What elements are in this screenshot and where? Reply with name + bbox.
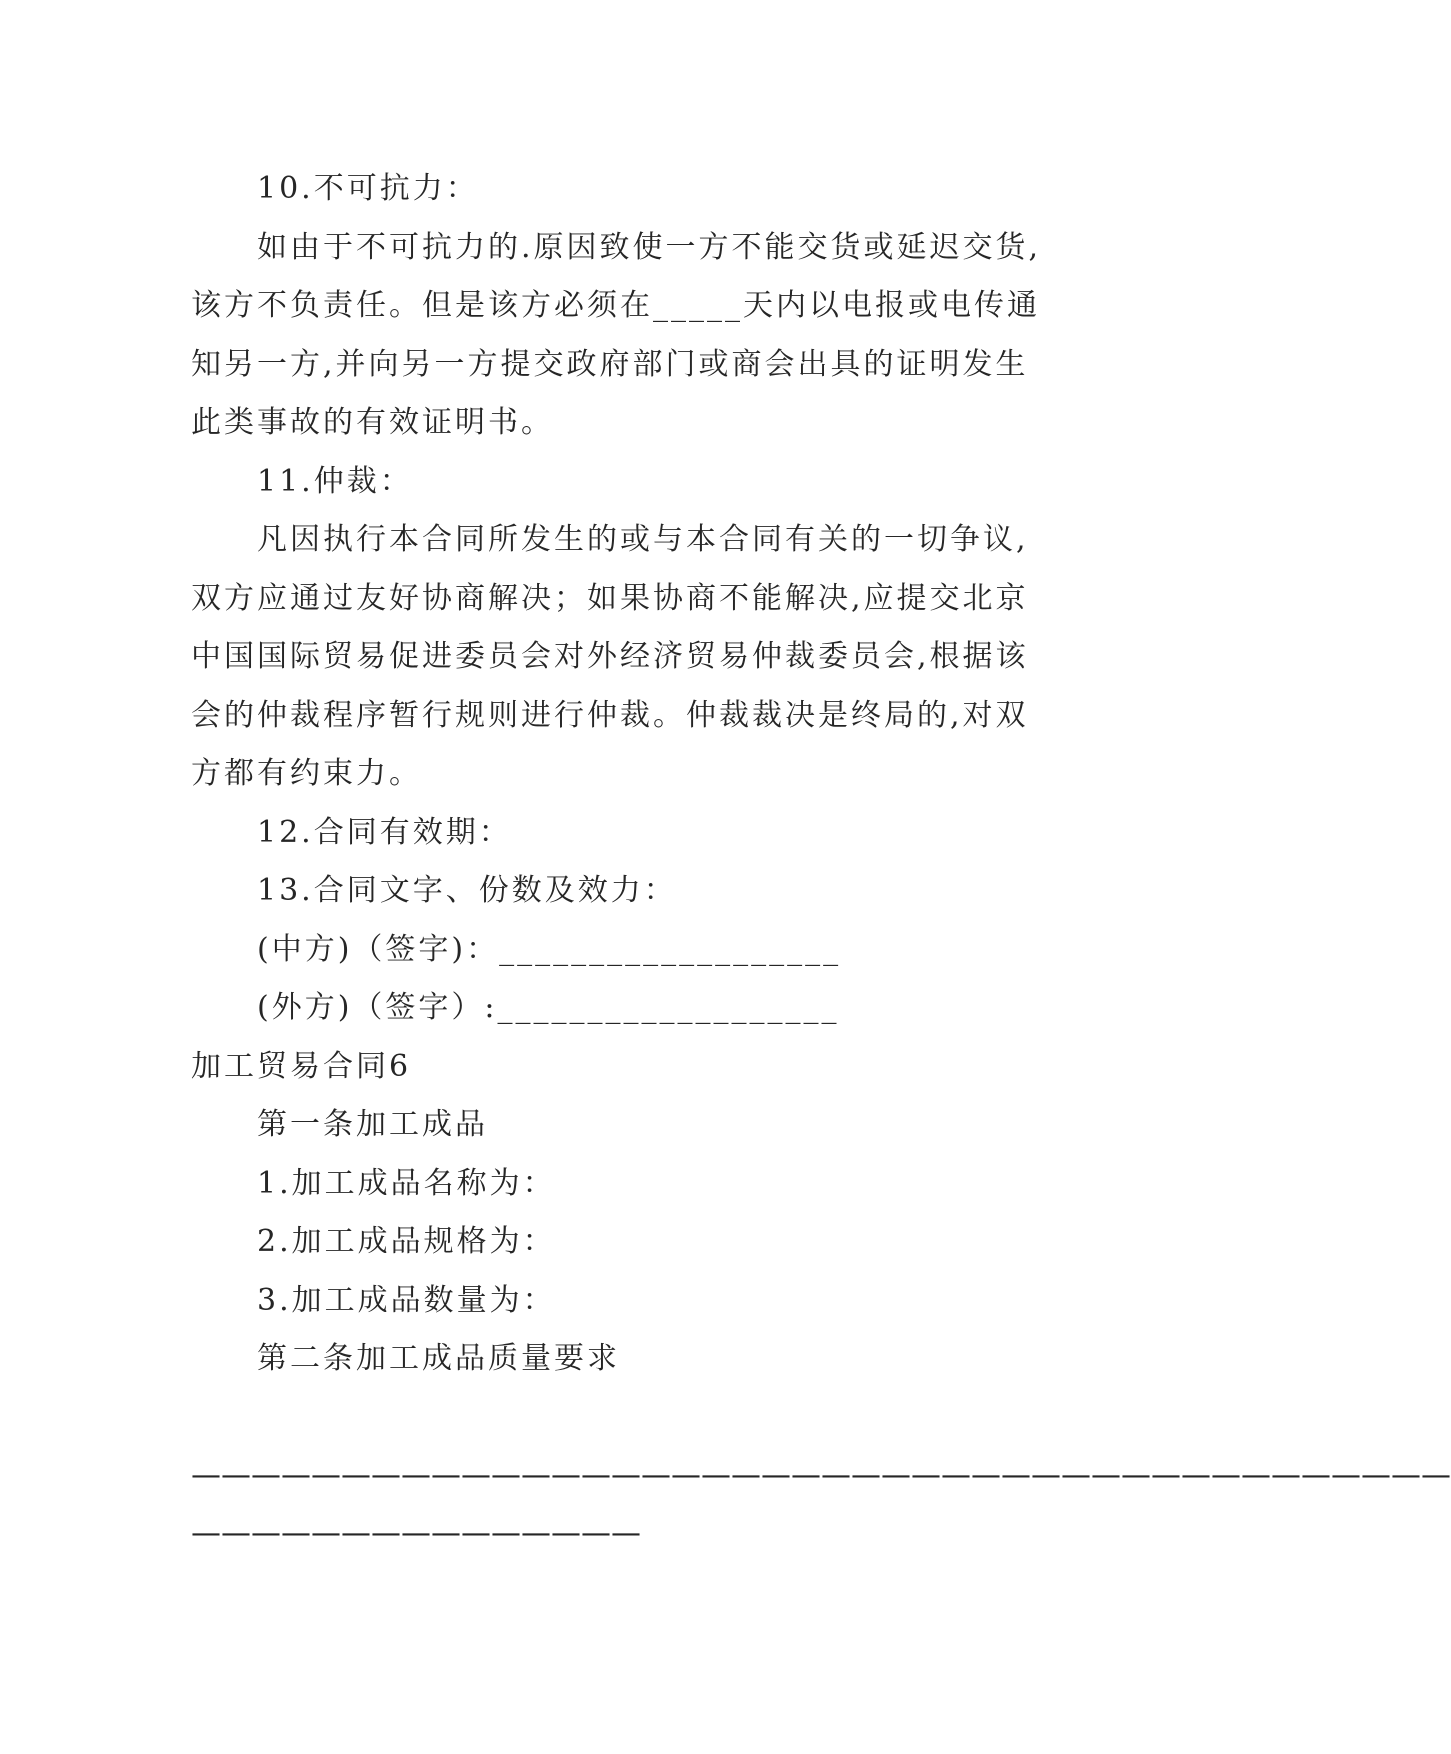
clause-10-line: 知另一方,并向另一方提交政府部门或商会出具的证明发生 [191,346,1029,382]
signature-chinese-party: (中方)（签字)：___________________ [257,931,842,967]
article-1-item: 2.加工成品规格为： [257,1224,556,1259]
clause-12-title: 12.合同有效期： [257,814,512,850]
spacer [191,1389,1061,1447]
document-body [191,160,1451,1564]
clause-10-line: 该方不负责任。但是该方必须在_____天内以电报或电传通 [191,288,1040,323]
clause-10-title: 10.不可抗力： [257,171,479,206]
dash-rule-line: —————————————————————————————————————————— [191,1457,1451,1493]
clause-13-title: 13.合同文字、份数及效力： [257,873,677,908]
clause-10-line: 此类事故的有效证明书。 [191,405,554,440]
clause-10-line: 如由于不可抗力的.原因致使一方不能交货或延迟交货, [257,229,1042,265]
article-1-title: 第一条加工成品 [257,1107,488,1142]
dash-rule-line: ——————————————— [191,1516,641,1551]
article-1-item: 3.加工成品数量为： [257,1282,556,1318]
article-2-title: 第二条加工成品质量要求 [257,1341,620,1376]
article-1-item: 1.加工成品名称为： [257,1165,556,1201]
clause-11-title: 11.仲裁： [257,463,413,499]
signature-foreign-party: (外方)（签字）:___________________ [257,990,840,1025]
clause-11-line: 会的仲裁程序暂行规则进行仲裁。仲裁裁决是终局的,对双 [191,697,1029,733]
contract-6-title: 加工贸易合同6 [191,1048,412,1084]
clause-11-line: 方都有约束力。 [191,756,422,791]
clause-11-line: 中国国际贸易促进委员会对外经济贸易仲裁委员会,根据该 [191,639,1029,674]
clause-11-line: 双方应通过友好协商解决；如果协商不能解决,应提交北京 [191,580,1029,616]
clause-11-line: 凡因执行本合同所发生的或与本合同有关的一切争议, [257,522,1029,557]
